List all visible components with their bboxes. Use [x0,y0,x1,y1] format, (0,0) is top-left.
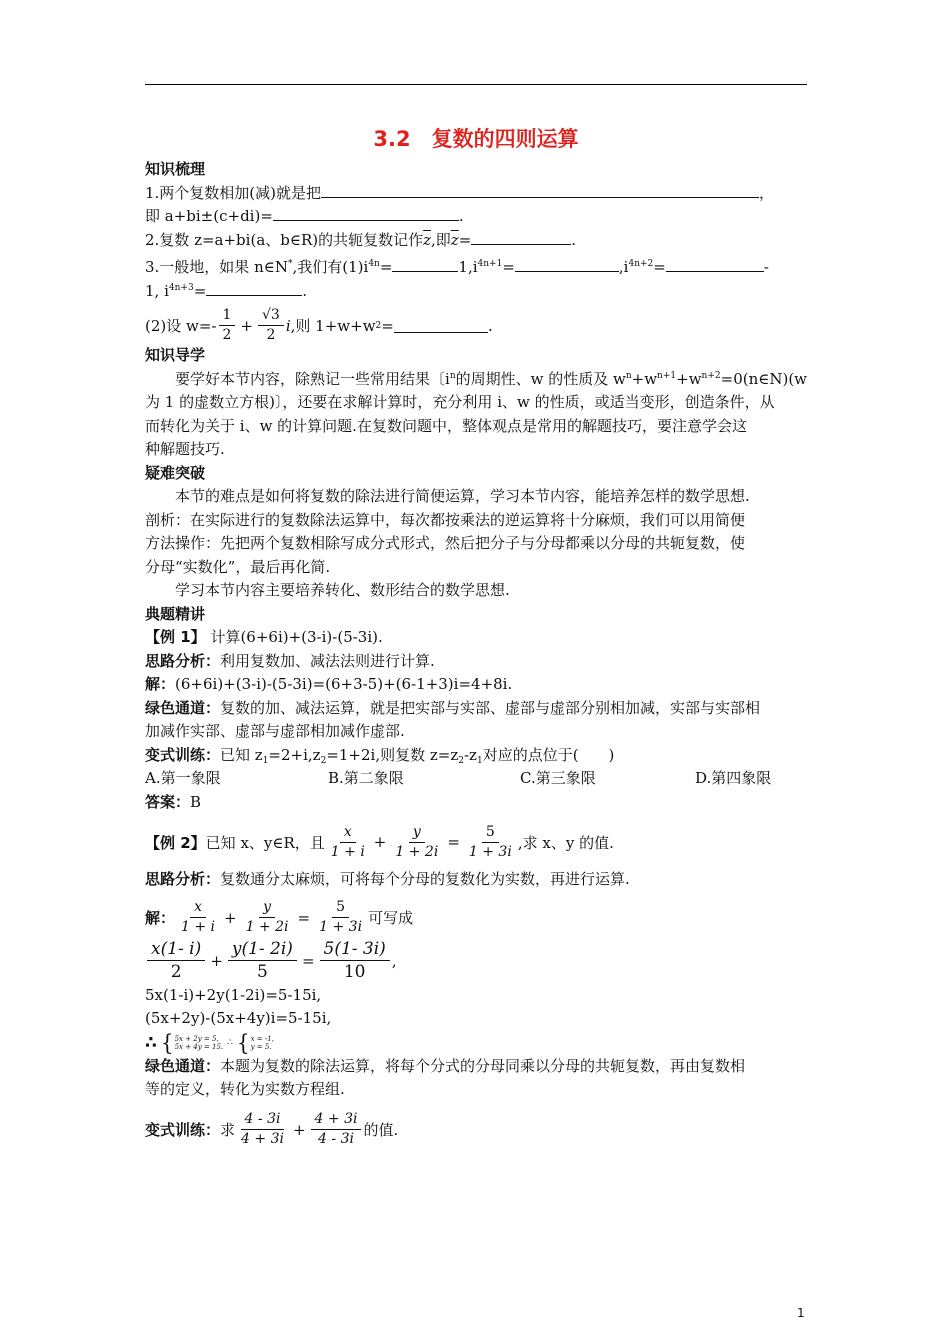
text: = [458,230,472,249]
fraction-one-half: $\frac{1}{2}$ [219,307,236,344]
example-2-analysis [145,868,807,892]
rows [251,1035,274,1051]
text: = [379,258,393,276]
text: 1.两个复数相加(减)就是把 [145,183,322,202]
blank [515,257,619,272]
example-1-variant [145,744,807,768]
superscript: n+1 [657,370,677,381]
text: =1+2i,则复数 z=z [326,745,459,764]
equation: 5x + 4y = 15. [174,1042,224,1051]
example-1-options [145,767,807,791]
subscript: 1 [476,755,483,766]
option-d: D.第四象限 [695,769,772,787]
text: =0(n∈N)(w [720,369,808,388]
fraction: $\frac{x}{1 + i}$ [181,899,216,935]
rows [175,1035,224,1051]
example-1-answer [145,791,807,815]
equation-system-1 [160,1029,224,1056]
text: 要学好本节内容，除熟记一些常用结果〔i [175,369,450,388]
example-1-solution [145,673,807,697]
text: . [487,316,493,335]
fraction: $\frac{4 + 3i}{4 - 3i}$ [311,1111,362,1148]
page-number: 1 [797,1306,805,1320]
knowledge-item-2 [145,229,807,253]
section-heading-difficulty: 疑难突破 [145,463,206,482]
example-2-green-2: 等的定义，转化为实数方程组. [145,1080,345,1098]
superscript: n [449,370,456,381]
example-2-question [145,822,807,862]
knowledge-item-4: (2)设 w=- $\frac{1}{2}$ + $\frac{√3}{2}$ i ,则 1+w+w 2 = . [145,307,493,343]
superscript: 4n [368,259,380,269]
equation: y = 5. [250,1042,272,1051]
text: +w [676,369,702,388]
fraction: $\frac{4 - 3i}{4 + 3i}$ [241,1111,284,1147]
guide-line-2: 为 1 的虚数立方根)〕，还要在求解计算时，充分利用 i、w 的性质，或适当变形，创造条件，从 [145,393,775,411]
text: -z [463,745,477,764]
label: 绿色通道： [145,698,221,717]
example-label: 【例 2】 [145,833,206,852]
text: ,我们有(1)i [292,258,369,276]
superscript: n+2 [701,370,721,381]
text: ， [759,183,775,202]
knowledge-item-1b [145,205,807,229]
therefore-symbol: ∴ [227,1037,233,1048]
difficulty-line-2: 剖析：在实际进行的复数除法运算中，每次都按乘法的逆运算将十分麻烦，我们可以用简便 [145,510,746,529]
brace: { [236,1029,250,1056]
text: 1,i [458,258,478,276]
plus: + [224,908,237,927]
header-rule [145,84,807,85]
section-heading-knowledge: 知识梳理 [145,160,206,178]
example-2-solution-1 [145,898,807,938]
subscript: 2 [320,755,327,766]
option-c: C.第三象限 [520,769,596,787]
example-2-line-3: 5x(1-i)+2y(1-2i)=5-15i, [145,985,322,1004]
example-2-green-1 [145,1055,807,1079]
plus: + [210,951,223,970]
conjugate-symbol: $\overline{z}$ [423,230,432,249]
text: 求 [220,1121,236,1139]
imaginary-unit: i [285,316,291,335]
guide-line-4: 种解题技巧. [145,440,225,458]
fraction: $\frac{y(1- 2i)}{5}$ [228,939,297,982]
equation: 5x + 2y = 5, [174,1034,219,1043]
blank [471,230,571,245]
equals: = [447,833,460,851]
text: - [763,258,769,276]
option-b: B.第二象限 [328,769,404,787]
knowledge-item-1 [145,182,807,206]
text: +w [631,369,658,388]
difficulty-line-5: 学习本节内容主要培养转化、数形结合的数学思想. [175,581,510,599]
label: 解： [145,909,176,927]
text: . [302,281,308,300]
fraction: $\frac{5(1- 3i)}{10}$ [320,939,390,982]
brace: { [160,1029,174,1056]
answer-value: B [190,792,202,811]
text: . [458,207,464,225]
text: 可写成 [368,909,414,927]
section-heading-examples: 典题精讲 [145,604,206,623]
text: ,则 1+w+w [290,317,376,335]
superscript: n [625,370,632,381]
knowledge-item-3b [145,280,807,304]
plus: + [292,1120,306,1139]
example-2-solution-2 [145,938,807,984]
text: = [502,258,515,276]
text: (2)设 w=- [145,317,217,335]
text: = [381,316,394,335]
equation: x = -1, [250,1034,274,1043]
example-1-green-1 [145,697,807,721]
superscript: * [287,259,293,269]
document-body [145,126,807,1152]
superscript: 4n+1 [477,259,503,269]
blank [392,257,458,272]
knowledge-item-3 [145,256,807,280]
text: 利用复数加、减法法则进行计算. [220,651,435,670]
fraction: $\frac{5}{1 + 3i}$ [468,823,512,860]
fraction: $\frac{x(1- i)}{2}$ [147,939,205,982]
difficulty-line-4: 分母“实数化”，最后再化简. [145,557,331,576]
text: (6+6i)+(3-i)-(5-3i)=(6+3-5)+(6-1+3)i=4+8i. [175,675,513,693]
text: 2.复数 z=a+bi(a、b∈R)的共轭复数记作 [145,230,424,249]
therefore-symbol: ∴ [145,1032,157,1053]
text: ,即 [431,230,451,249]
text: 已知 z [220,745,263,764]
equals: = [301,951,315,970]
section-heading-guide: 知识导学 [145,346,206,364]
blank [273,206,459,221]
example-2-variant [145,1108,807,1152]
fraction: $\frac{y}{1 + 2i}$ [395,823,439,860]
text: 1, i [145,281,169,300]
example-2-line-4: (5x+2y)-(5x+4y)i=5-15i, [145,1009,332,1027]
label: 思路分析： [145,870,221,888]
text: 的周期性、w 的性质及 w [455,369,626,388]
label: 变式训练： [145,1121,221,1139]
text: 计算(6+6i)+(3-i)-(5-3i). [205,628,383,646]
equals: = [297,908,311,927]
option-a: A.第一象限 [145,769,221,787]
text: 对应的点位于( ) [482,745,615,764]
subscript: 2 [458,755,464,766]
guide-line-1 [145,368,807,392]
label: 解： [145,675,176,693]
difficulty-line-3: 方法操作：先把两个复数相除写成分式形式，然后把分子与分母都乘以分母的共轭复数，使 [145,534,746,552]
label: 变式训练： [145,745,221,764]
text: 即 a+bi±(c+di)= [145,207,273,225]
superscript: 4n+2 [628,259,654,269]
text: 复数的加、减法运算，就是把实部与实部、虚部与虚部分别相加减，实部与实部相 [220,698,761,717]
equation-system-2 [236,1029,274,1056]
blank [206,281,302,296]
example-1-analysis [145,650,807,674]
label: 答案： [145,792,191,811]
guide-line-3: 而转化为关于 i、w 的计算问题.在复数问题中，整体观点是常用的解题技巧，要注意学会这 [145,416,747,435]
text: ,求 x、y 的值. [517,833,614,852]
text: = [653,258,666,276]
blank [666,257,764,272]
blank [321,183,759,198]
text: 的值. [363,1121,399,1139]
fraction: $\frac{x}{1 + i}$ [330,823,365,860]
text: 3.一般地，如果 n∈N [145,258,288,276]
difficulty-line-1: 本节的难点是如何将复数的除法进行简便运算，学习本节内容，能培养怎样的数学思想. [175,487,750,505]
conjugate-symbol: $\overline{z}$ [450,230,459,249]
text: 已知 x、y∈R，且 [205,833,325,852]
text: . [571,230,577,249]
text: , [391,951,397,970]
plus: + [373,833,387,851]
text: = [193,281,207,300]
fraction: $\frac{y}{1 + 2i}$ [245,899,289,935]
example-label: 【例 1】 [145,628,206,646]
blank [394,318,488,333]
example-1-question [145,626,807,650]
label: 思路分析： [145,651,221,670]
label: 绿色通道： [145,1056,221,1075]
superscript: 4n+3 [168,282,194,293]
text: 复数通分太麻烦，可将每个分母的复数化为实数，再进行运算. [220,870,630,888]
text: 本题为复数的除法运算，将每个分式的分母同乘以分母的共轭复数，再由复数相 [220,1056,746,1075]
page-title: 3.2 复数的四则运算 [373,127,579,151]
example-2-system [145,1031,807,1055]
example-1-green-2: 加减作实部、虚部与虚部相加减作虚部. [145,722,405,740]
fraction: $\frac{5}{1 + 3i}$ [319,899,363,935]
subscript: 1 [262,755,269,766]
fraction-sqrt3-half: $\frac{√3}{2}$ [258,307,284,344]
plus: + [240,316,253,335]
text: ,i [618,258,629,276]
text: =2+i,z [268,745,321,764]
